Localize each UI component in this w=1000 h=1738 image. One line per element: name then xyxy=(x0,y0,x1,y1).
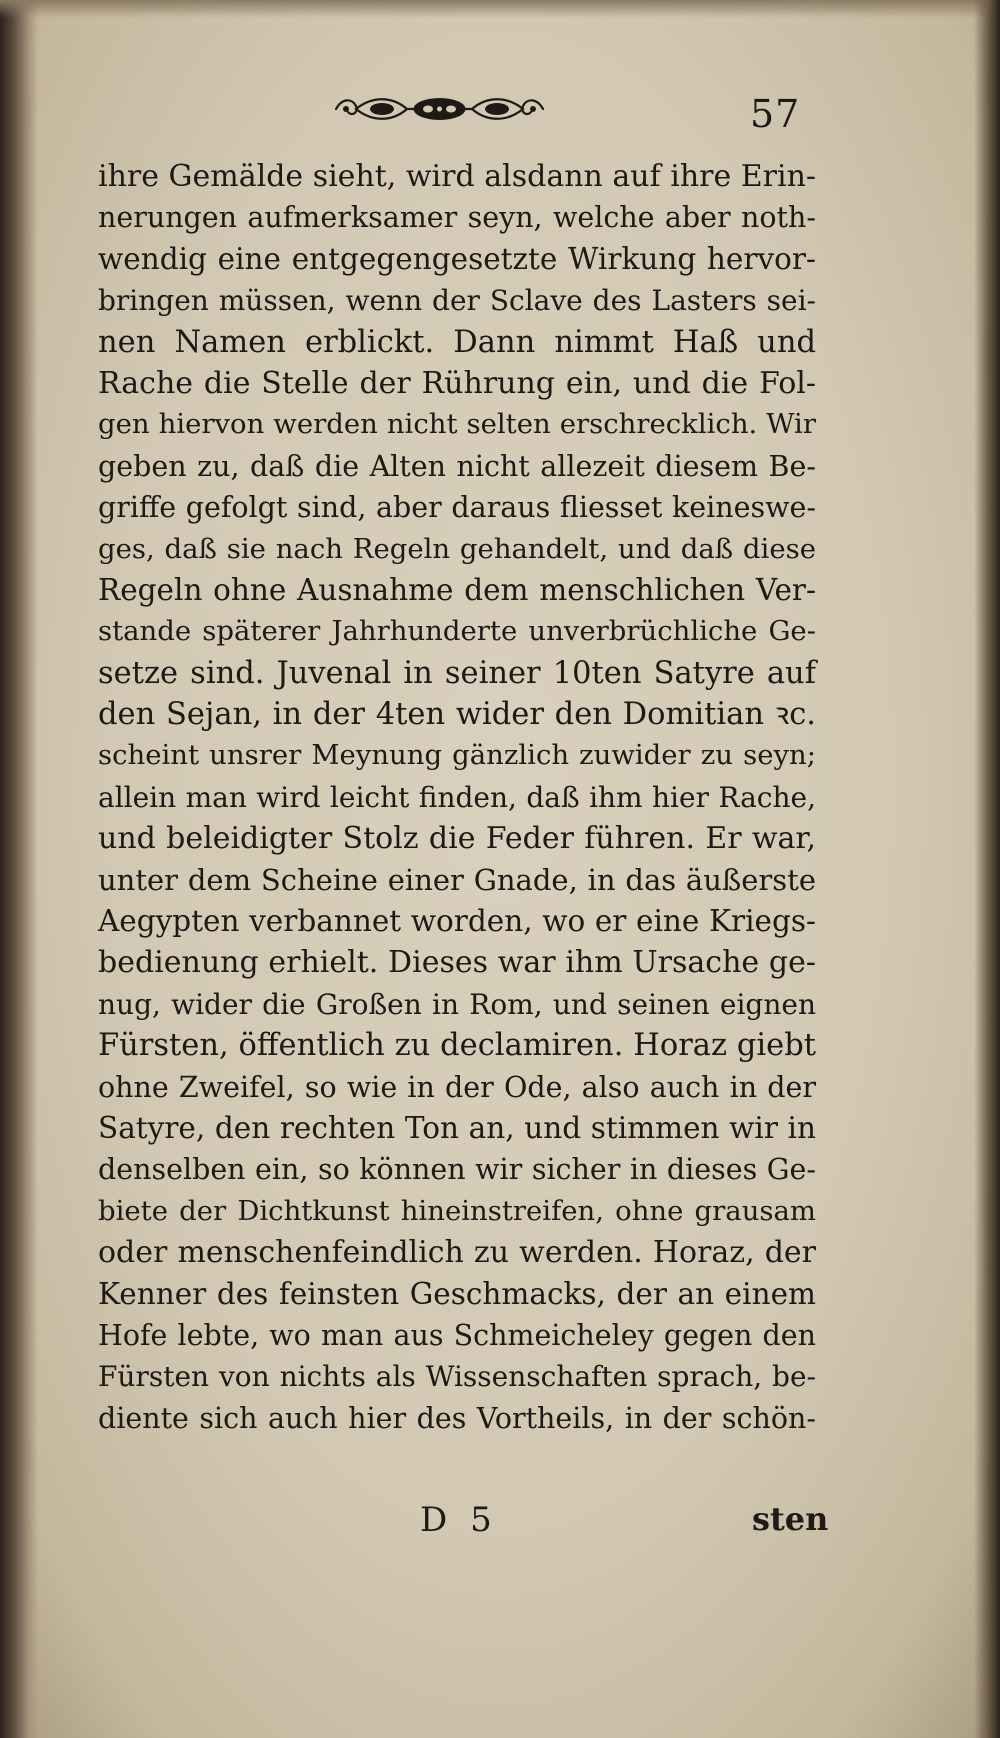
text-line: Fürsten von nichts als Wissenschaften sprach, be- xyxy=(98,1360,816,1394)
text-line: Aegypten verbannet worden, wo er eine Kriegs- xyxy=(98,904,816,939)
catchword: sten xyxy=(752,1500,829,1538)
text-line: Regeln ohne Ausnahme dem menschlichen Ver- xyxy=(98,572,816,607)
text-line: nug, wider die Großen in Rom, und seinen eignen xyxy=(98,987,816,1021)
text-line: griffe gefolgt sind, aber daraus fliesset keineswe- xyxy=(98,491,816,525)
text-line: allein man wird leicht finden, daß ihm hier Rache, xyxy=(98,780,816,814)
text-line: scheint unsrer Meynung gänzlich zuwider zu seyn; xyxy=(98,739,816,772)
text-line: nerungen aufmerksamer seyn, welche aber noth- xyxy=(98,201,816,235)
text-line: bedienung erhielt. Dieses war ihm Ursache ge- xyxy=(98,945,816,981)
text-line: biete der Dichtkunst hineinstreifen, ohne grausam xyxy=(98,1194,816,1227)
text-line: geben zu, daß die Alten nicht allezeit diesem Be- xyxy=(98,449,816,483)
text-line: stande späterer Jahrhunderte unverbrüchliche Ge- xyxy=(98,615,816,648)
decorative-headpiece-icon xyxy=(332,92,547,126)
text-line: diente sich auch hier des Vortheils, in der schön- xyxy=(98,1401,816,1435)
text-line: den Sejan, in der 4ten wider den Domitian ꝛc. xyxy=(98,697,816,733)
text-line: nen Namen erblickt. Dann nimmt Haß und xyxy=(98,324,816,360)
page-number: 57 xyxy=(750,92,801,136)
signature-mark: D 5 xyxy=(420,1500,498,1540)
text-line: ges, daß sie nach Regeln gehandelt, und daß diese xyxy=(98,532,816,565)
text-line: Satyre, den rechten Ton an, und stimmen wir in xyxy=(98,1110,816,1145)
text-line: bringen müssen, wenn der Sclave des Lasters sei- xyxy=(98,284,816,318)
text-line: ihre Gemälde sieht, wird alsdann auf ihre Erin- xyxy=(98,159,817,194)
text-line: denselben ein, so können wir sicher in dieses Ge- xyxy=(98,1153,816,1187)
text-line: gen hiervon werden nicht selten erschrecklich. Wir xyxy=(98,408,816,441)
page-edge-shadow xyxy=(0,0,1000,18)
text-line: ohne Zweifel, so wie in der Ode, also auch in der xyxy=(98,1070,816,1104)
text-line: und beleidigter Stolz die Feder führen. Er war, xyxy=(98,821,816,857)
text-line: oder menschenfeindlich zu werden. Horaz, der xyxy=(98,1235,816,1271)
text-line: setze sind. Juvenal in seiner 10ten Satyre auf xyxy=(98,655,816,691)
text-line: Hofe lebte, wo man aus Schmeicheley gegen den xyxy=(98,1318,816,1352)
body-text xyxy=(98,156,816,1439)
text-line: Fürsten, öffentlich zu declamiren. Horaz giebt xyxy=(98,1028,816,1064)
text-line: wendig eine entgegengesetzte Wirkung hervor- xyxy=(98,241,816,276)
text-line: unter dem Scheine einer Gnade, in das äußerste xyxy=(98,862,816,897)
text-line: Kenner des feinsten Geschmacks, der an einem xyxy=(98,1276,816,1311)
text-line: Rache die Stelle der Rührung ein, und die Fol- xyxy=(98,365,816,401)
